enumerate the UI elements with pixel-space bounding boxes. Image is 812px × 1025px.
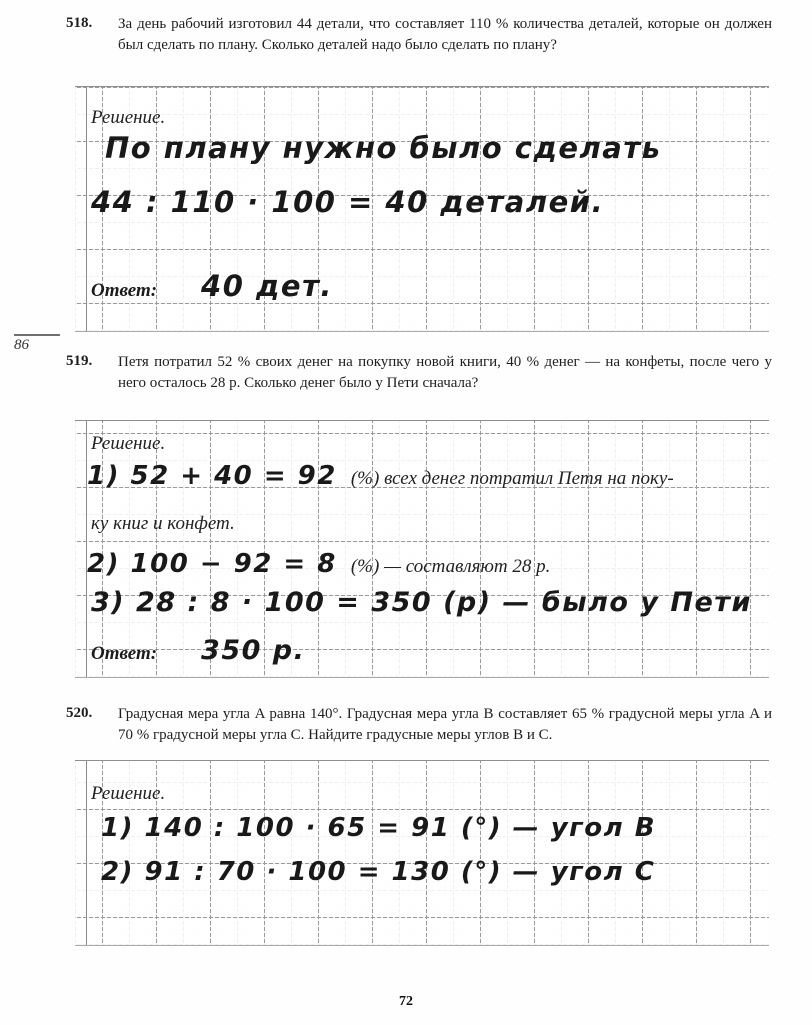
solution-label: Решение. xyxy=(91,433,166,454)
handwriting: 1) 140 : 100 · 65 = 91 (°) — угол В xyxy=(101,813,657,843)
cursive-note: ку книг и конфет. xyxy=(91,513,235,534)
handwritten-line xyxy=(101,857,655,887)
solution-label: Решение. xyxy=(91,783,166,804)
solution-area-520 xyxy=(75,760,769,946)
answer-label: Ответ: xyxy=(91,643,158,664)
handwriting: 44 : 110 · 100 = 40 деталей. xyxy=(91,185,605,219)
solution-area-519 xyxy=(75,420,769,678)
handwriting: По плану нужно было сделать xyxy=(105,131,662,165)
problem-number: 519. xyxy=(66,353,93,369)
handwriting: 2) 100 − 92 = 8 xyxy=(87,549,337,579)
answer-label: Ответ: xyxy=(91,280,158,301)
handwritten-line xyxy=(105,131,662,165)
cursive-note: (%) всех денег потратил Петя на поку- xyxy=(350,468,674,489)
problem-text: Градусная мера угла A равна 140°. Градусная мера угла B составляет 65 % градусной меры угла A и 70 % градусной меры угла C. Найдите градусные меры углов B и C. xyxy=(118,706,772,744)
handwritten-line xyxy=(87,461,674,491)
problem-519-head xyxy=(66,352,772,395)
cursive-note: (%) — составляют 28 р. xyxy=(350,556,551,577)
solution-label: Решение. xyxy=(91,107,166,128)
handwriting: 1) 52 + 40 = 92 xyxy=(87,461,337,491)
handwritten-line xyxy=(91,513,235,535)
handwritten-line xyxy=(91,185,604,219)
answer-value: 40 дет. xyxy=(201,269,333,303)
handwriting: 2) 91 : 70 · 100 = 130 (°) — угол С xyxy=(101,857,656,887)
handwritten-line xyxy=(101,813,656,843)
page-number: 72 xyxy=(399,994,413,1009)
handwritten-line xyxy=(87,549,550,579)
margin-note: 86 xyxy=(14,334,60,354)
problem-520-head xyxy=(66,704,772,747)
problem-text: За день рабочий изготовил 44 детали, что составляет 110 % количества деталей, которые он должен был сделать по плану. Сколько деталей надо было сделать по плану? xyxy=(118,16,772,54)
problem-number: 520. xyxy=(66,705,93,721)
problem-518-head xyxy=(66,14,772,57)
handwritten-line xyxy=(91,587,752,618)
answer-row xyxy=(91,269,333,303)
answer-row xyxy=(91,635,305,666)
problem-number: 518. xyxy=(66,15,93,31)
handwriting: 3) 28 : 8 · 100 = 350 (р) — было у Пети xyxy=(91,587,752,618)
solution-area-518 xyxy=(75,86,769,332)
problem-text: Петя потратил 52 % своих денег на покупку новой книги, 40 % денег — на конфеты, после чего у него осталось 28 р. Сколько денег было у Пети сначала? xyxy=(118,354,772,392)
answer-value: 350 р. xyxy=(201,635,306,666)
